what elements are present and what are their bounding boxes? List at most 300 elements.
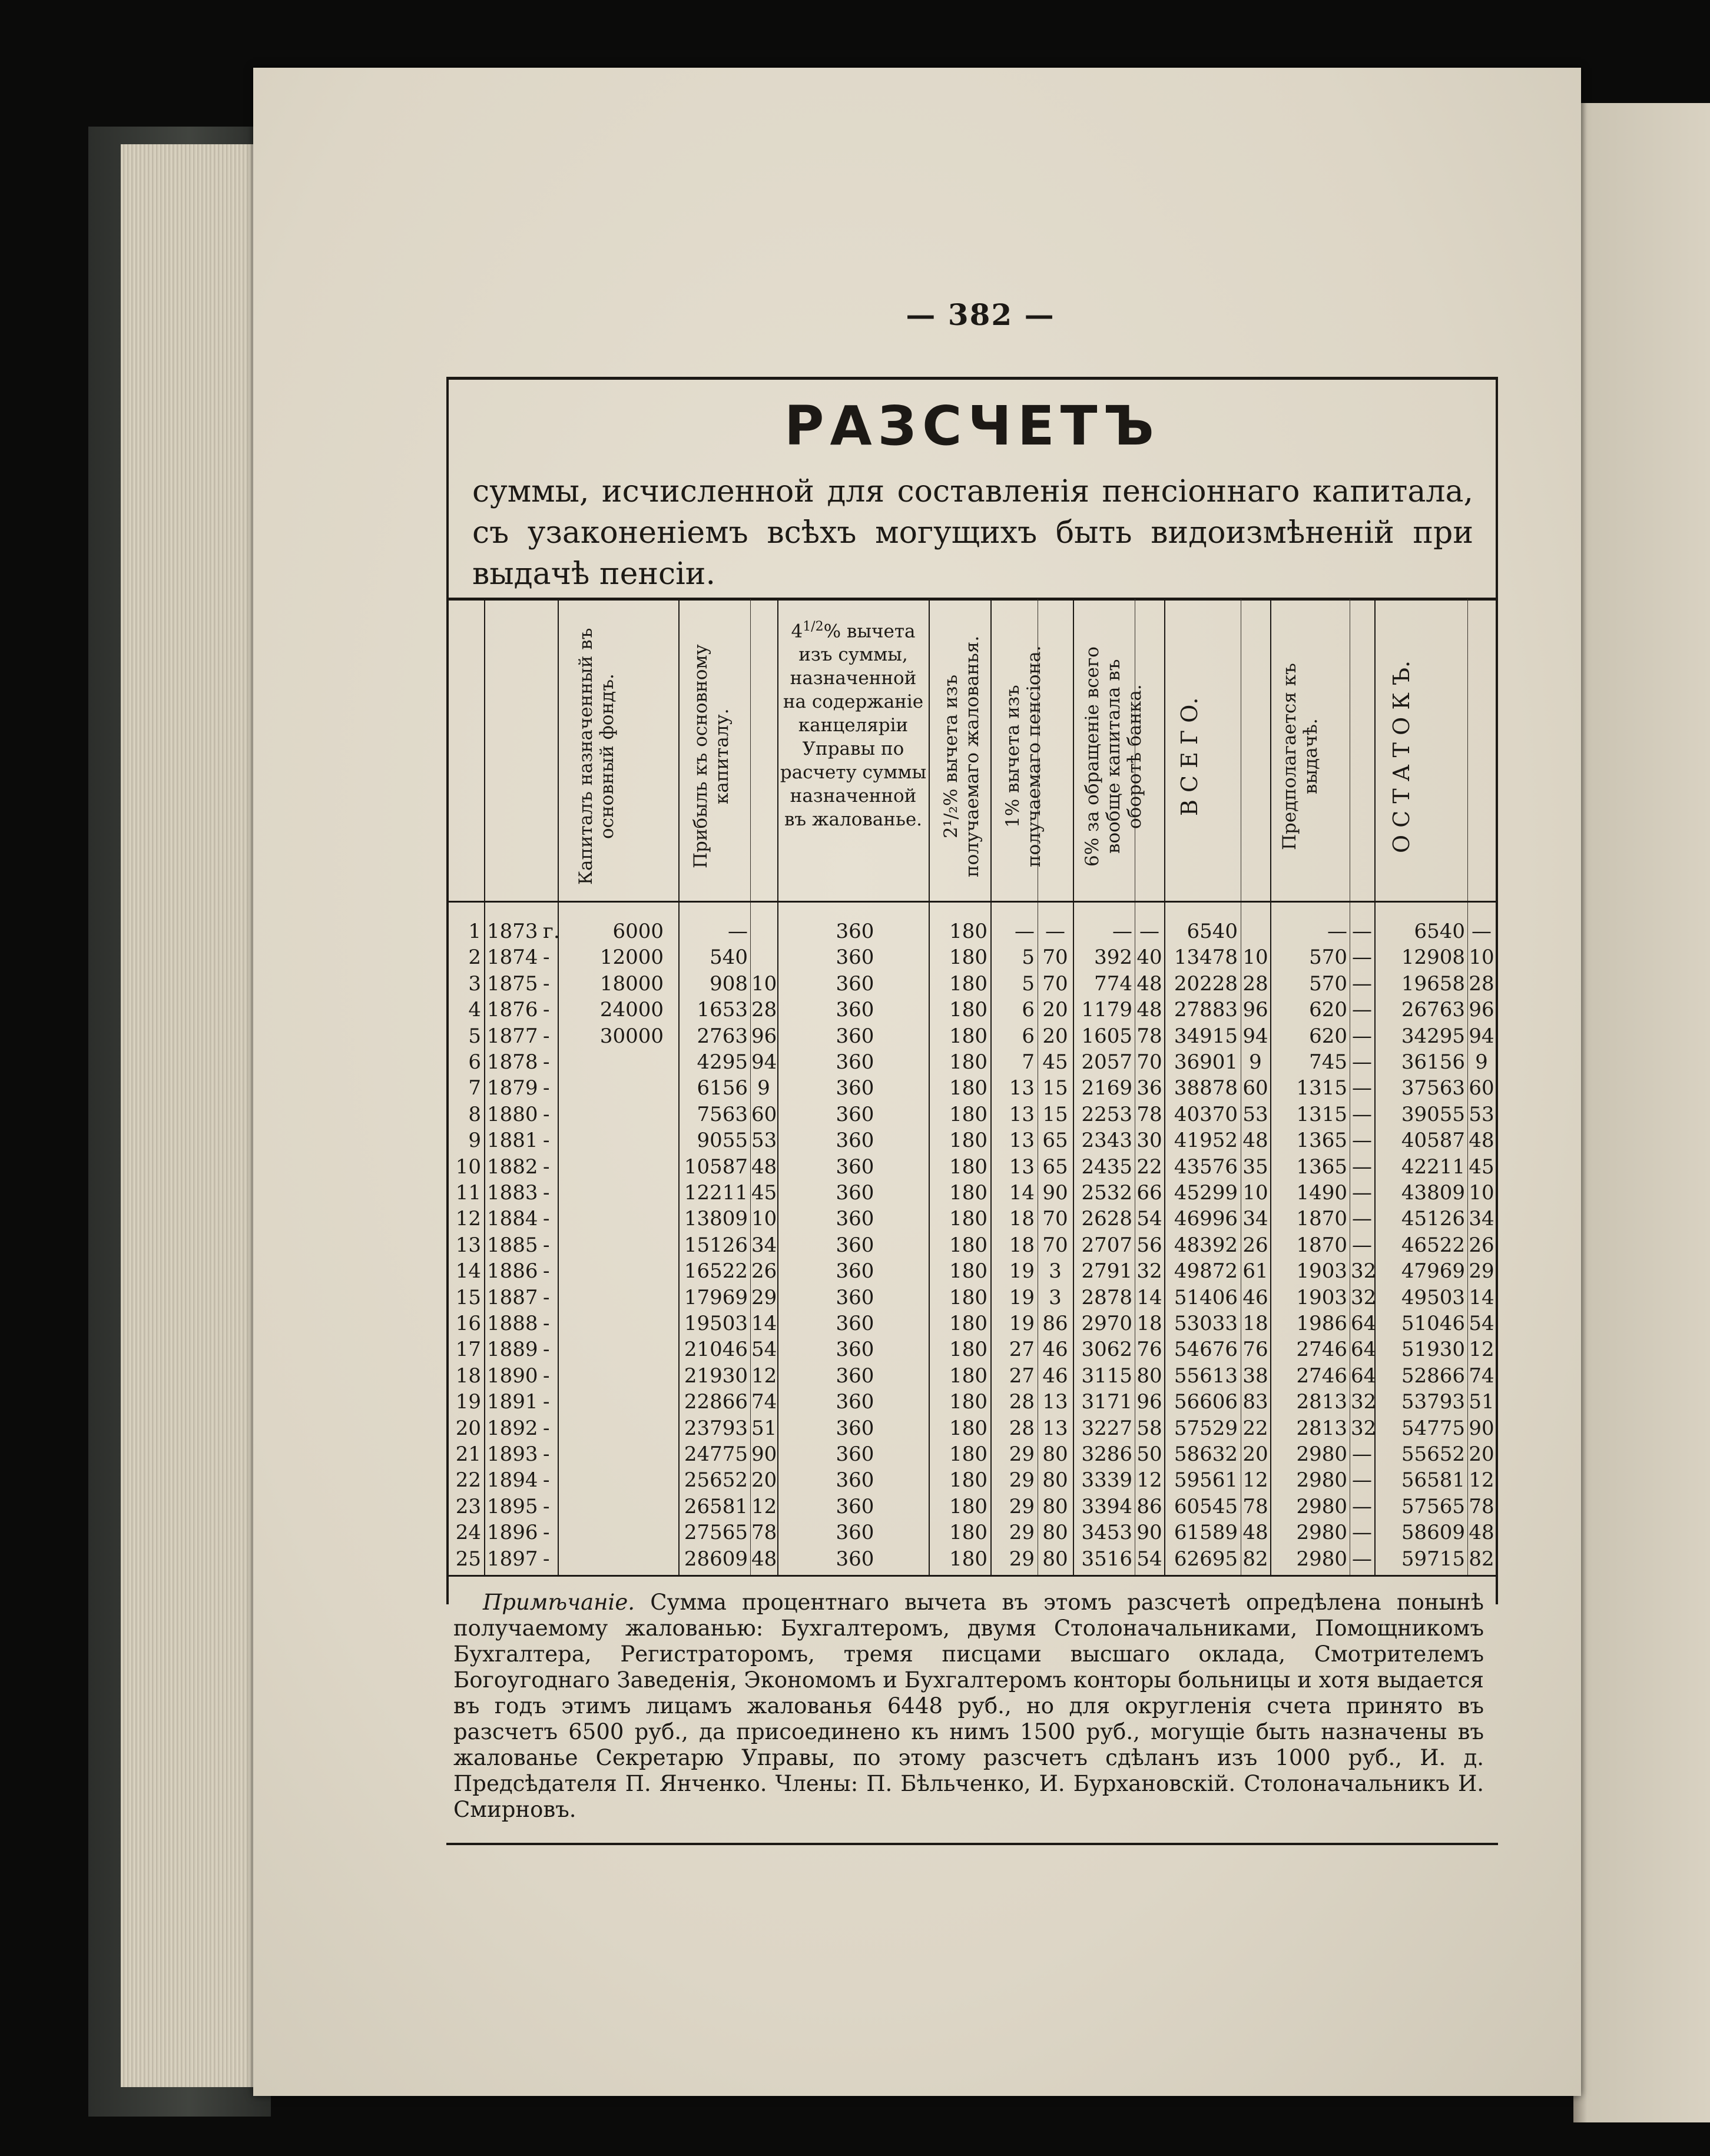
- cell-total-k: 94: [1242, 1024, 1268, 1048]
- cell-rem-k: 96: [1469, 998, 1494, 1022]
- cell-p6: 3062: [1081, 1338, 1132, 1362]
- cell-year: 1882: [487, 1155, 538, 1179]
- cell-rem: 54775: [1401, 1416, 1465, 1440]
- cell-pension: 2980: [1296, 1547, 1347, 1571]
- cell-profit: 24775: [684, 1442, 748, 1466]
- cell-p6-k: 40: [1136, 946, 1162, 970]
- cell-p6-k: 48: [1136, 998, 1162, 1022]
- footnote-bottom-rule: [446, 1843, 1498, 1845]
- cell-profit-k: 12: [751, 1494, 777, 1518]
- cell-p45: 360: [836, 1102, 874, 1126]
- cell-p6: 3453: [1081, 1521, 1132, 1545]
- cell-profit: —: [728, 920, 748, 943]
- cell-rem-k: 74: [1469, 1364, 1494, 1388]
- cell-rem-k: 78: [1469, 1494, 1494, 1518]
- cell-year: 1873: [487, 920, 538, 943]
- cell-p6-k: 18: [1136, 1312, 1162, 1335]
- table-row: [449, 1520, 1496, 1545]
- table-row: [449, 1154, 1496, 1180]
- cell-p6: 3339: [1081, 1468, 1132, 1492]
- cell-year: 1889: [487, 1338, 538, 1362]
- cell-rem-k: 12: [1469, 1338, 1494, 1362]
- cell-p6-k: 22: [1136, 1155, 1162, 1179]
- cell-p6: 774: [1094, 971, 1132, 996]
- cell-n: 15: [455, 1285, 481, 1309]
- cell-pension-k: —: [1352, 1050, 1372, 1074]
- cell-total-k: 48: [1242, 1521, 1268, 1545]
- cell-profit-k: 29: [751, 1285, 777, 1309]
- footnote-label: Примѣчаніе.: [483, 1590, 635, 1615]
- cell-rem-k: 82: [1469, 1547, 1494, 1571]
- cell-p25: 180: [949, 1102, 987, 1126]
- cell-profit-k: 78: [751, 1521, 777, 1545]
- cell-suffix: -: [543, 1364, 550, 1388]
- cell-p1-k: 80: [1042, 1442, 1068, 1466]
- cell-rem-k: 28: [1469, 971, 1494, 996]
- cell-profit: 22866: [684, 1390, 748, 1414]
- cell-p25: 180: [949, 1076, 987, 1100]
- cell-total: 49872: [1174, 1259, 1238, 1283]
- cell-pension: 570: [1309, 971, 1347, 996]
- cell-p6-k: 58: [1136, 1416, 1162, 1440]
- cell-profit: 13809: [684, 1207, 748, 1231]
- cell-p1: 5: [1022, 971, 1035, 996]
- table-row: [449, 1075, 1496, 1101]
- cell-p6-k: 54: [1136, 1207, 1162, 1231]
- cell-total-k: 48: [1242, 1129, 1268, 1153]
- page-number: — 382 —: [906, 297, 1055, 332]
- cell-rem-k: 20: [1469, 1442, 1494, 1466]
- cell-capital: 12000: [599, 946, 664, 970]
- cell-p45: 360: [836, 1285, 874, 1309]
- cell-rem: 53793: [1401, 1390, 1465, 1414]
- cell-profit-k: 48: [751, 1547, 777, 1571]
- cell-p1-k: 80: [1042, 1468, 1068, 1492]
- cell-rem-k: 94: [1469, 1024, 1494, 1048]
- cell-suffix: -: [543, 1338, 550, 1362]
- cell-p1: 29: [1009, 1468, 1035, 1492]
- cell-p6-k: 90: [1136, 1521, 1162, 1545]
- cell-profit: 21046: [684, 1338, 748, 1362]
- cell-suffix: -: [543, 1416, 550, 1440]
- cell-p6: 3227: [1081, 1416, 1132, 1440]
- cell-year: 1875: [487, 971, 538, 996]
- cell-p45: 360: [836, 1076, 874, 1100]
- cell-p6-k: 86: [1136, 1494, 1162, 1518]
- cell-rem: 34295: [1401, 1024, 1465, 1048]
- cell-p1: 28: [1009, 1416, 1035, 1440]
- cell-p45: 360: [836, 920, 874, 943]
- cell-profit: 23793: [684, 1416, 748, 1440]
- cell-n: 22: [455, 1468, 481, 1492]
- cell-year: 1890: [487, 1364, 538, 1388]
- cell-p45: 360: [836, 1547, 874, 1571]
- cell-total-k: 28: [1242, 971, 1268, 996]
- cell-capital: 6000: [612, 920, 664, 943]
- cell-year: 1876: [487, 998, 538, 1022]
- cell-p1: 19: [1009, 1312, 1035, 1335]
- cell-total-k: 83: [1242, 1390, 1268, 1414]
- table-bottom-rule: [449, 1575, 1496, 1577]
- cell-total: 62695: [1174, 1547, 1238, 1571]
- cell-p6-k: 78: [1136, 1024, 1162, 1048]
- cell-p1: 7: [1022, 1050, 1035, 1074]
- cell-year: 1894: [487, 1468, 538, 1492]
- cell-p1-k: 46: [1042, 1338, 1068, 1362]
- cell-p45: 360: [836, 1155, 874, 1179]
- cell-p6: 2532: [1081, 1181, 1132, 1205]
- cell-profit-k: 74: [751, 1390, 777, 1414]
- cell-p6-k: 66: [1136, 1181, 1162, 1205]
- cell-suffix: -: [543, 1102, 550, 1126]
- cell-p1: 13: [1009, 1155, 1035, 1179]
- cell-suffix: -: [543, 1521, 550, 1545]
- cell-profit: 10587: [684, 1155, 748, 1179]
- cell-p25: 180: [949, 971, 987, 996]
- cell-p1: 28: [1009, 1390, 1035, 1414]
- cell-p1: 27: [1009, 1364, 1035, 1388]
- cell-pension-k: —: [1352, 1233, 1372, 1257]
- cell-total-k: 10: [1242, 1181, 1268, 1205]
- cell-p1-k: 90: [1042, 1181, 1068, 1205]
- cell-pension: 1986: [1296, 1312, 1347, 1335]
- cell-pension: 2980: [1296, 1468, 1347, 1492]
- cell-pension: 620: [1309, 998, 1347, 1022]
- table-row: [449, 1441, 1496, 1467]
- header-deduction-4-5: $4^{1/2}\%$ вычета изъ суммы, назначенной на содержаніе канцеляріи Управы по расчету суммы назначенной въ жалованье.: [780, 619, 927, 831]
- cell-pension-k: 64: [1351, 1312, 1377, 1335]
- cell-p1-k: 15: [1042, 1102, 1068, 1126]
- cell-p6: 2169: [1081, 1076, 1132, 1100]
- cell-rem: 12908: [1401, 946, 1465, 970]
- cell-pension: 2813: [1296, 1390, 1347, 1414]
- cell-p45: 360: [836, 1416, 874, 1440]
- cell-pension-k: —: [1352, 998, 1372, 1022]
- cell-p45: 360: [836, 998, 874, 1022]
- cell-p25: 180: [949, 1338, 987, 1362]
- cell-rem-k: 12: [1469, 1468, 1494, 1492]
- cell-n: 6: [468, 1050, 481, 1074]
- cell-rem: 40587: [1401, 1129, 1465, 1153]
- cell-p1-k: 70: [1042, 971, 1068, 996]
- title-divider: [449, 598, 1496, 601]
- cell-total: 51406: [1174, 1285, 1238, 1309]
- cell-p1-k: 3: [1049, 1285, 1062, 1309]
- cell-p1-k: 65: [1042, 1129, 1068, 1153]
- cell-p6-k: —: [1139, 920, 1159, 943]
- cell-p25: 180: [949, 998, 987, 1022]
- table-row: [449, 918, 1496, 944]
- cell-pension: —: [1327, 920, 1347, 943]
- cell-suffix: -: [543, 1076, 550, 1100]
- cell-p25: 180: [949, 1442, 987, 1466]
- cell-profit-k: 90: [751, 1442, 777, 1466]
- cell-p1: 13: [1009, 1129, 1035, 1153]
- cell-p45: 360: [836, 1129, 874, 1153]
- cell-p1-k: 70: [1042, 1233, 1068, 1257]
- cell-n: 3: [468, 971, 481, 996]
- cell-rem: 51046: [1401, 1312, 1465, 1335]
- cell-suffix: -: [543, 1312, 550, 1335]
- cell-suffix: г.: [543, 920, 560, 943]
- cell-total: 43576: [1174, 1155, 1238, 1179]
- cell-p6-k: 30: [1136, 1129, 1162, 1153]
- cell-suffix: -: [543, 1207, 550, 1231]
- cell-profit: 21930: [684, 1364, 748, 1388]
- cell-p6: 1179: [1081, 998, 1132, 1022]
- cell-rem-k: 29: [1469, 1259, 1494, 1283]
- cell-total-k: 9: [1249, 1050, 1262, 1074]
- cell-p45: 360: [836, 1233, 874, 1257]
- cell-year: 1878: [487, 1050, 538, 1074]
- cell-p1: 29: [1009, 1521, 1035, 1545]
- cell-total-k: 53: [1242, 1102, 1268, 1126]
- cell-total-k: 18: [1242, 1312, 1268, 1335]
- cell-pension-k: —: [1352, 1494, 1372, 1518]
- cell-p1: 18: [1009, 1233, 1035, 1257]
- cell-profit-k: 94: [751, 1050, 777, 1074]
- cell-total-k: 60: [1242, 1076, 1268, 1100]
- cell-pension-k: —: [1352, 1129, 1372, 1153]
- cell-p25: 180: [949, 1312, 987, 1335]
- cell-total: 34915: [1174, 1024, 1238, 1048]
- header-profit: Прибыль къ основному капиталу.: [690, 644, 733, 869]
- cell-rem: 19658: [1401, 971, 1465, 996]
- cell-p1: 18: [1009, 1207, 1035, 1231]
- cell-p6: 3286: [1081, 1442, 1132, 1466]
- cell-total: 56606: [1174, 1390, 1238, 1414]
- cell-n: 8: [468, 1102, 481, 1126]
- cell-suffix: -: [543, 1468, 550, 1492]
- cell-year: 1891: [487, 1390, 538, 1414]
- cell-profit: 4295: [697, 1050, 748, 1074]
- table-row: [449, 1546, 1496, 1572]
- cell-total-k: 96: [1242, 998, 1268, 1022]
- cell-profit: 17969: [684, 1285, 748, 1309]
- cell-p45: 360: [836, 946, 874, 970]
- cell-n: 18: [455, 1364, 481, 1388]
- cell-rem: 58609: [1401, 1521, 1465, 1545]
- cell-profit: 16522: [684, 1259, 748, 1283]
- cell-year: 1892: [487, 1416, 538, 1440]
- cell-rem: 26763: [1401, 998, 1465, 1022]
- cell-total: 40370: [1174, 1102, 1238, 1126]
- cell-n: 24: [455, 1521, 481, 1545]
- cell-p25: 180: [949, 1285, 987, 1309]
- cell-n: 25: [455, 1547, 481, 1571]
- cell-p6: 2791: [1081, 1259, 1132, 1283]
- table-row: [449, 1127, 1496, 1153]
- cell-rem: 52866: [1401, 1364, 1465, 1388]
- cell-total-k: 35: [1242, 1155, 1268, 1179]
- cell-pension-k: 32: [1351, 1285, 1377, 1309]
- cell-pension-k: —: [1352, 1547, 1372, 1571]
- cell-pension-k: 32: [1351, 1390, 1377, 1414]
- cell-p1: 13: [1009, 1076, 1035, 1100]
- cell-total: 38878: [1174, 1076, 1238, 1100]
- footnote: [453, 1590, 1484, 1823]
- cell-pension: 2980: [1296, 1494, 1347, 1518]
- cell-suffix: -: [543, 1494, 550, 1518]
- cell-p1-k: 70: [1042, 946, 1068, 970]
- cell-p1: 6: [1022, 998, 1035, 1022]
- cell-p1-k: —: [1045, 920, 1065, 943]
- cell-pension-k: —: [1352, 1102, 1372, 1126]
- cell-total: 55613: [1174, 1364, 1238, 1388]
- cell-pension-k: —: [1352, 1076, 1372, 1100]
- cell-p1: 27: [1009, 1338, 1035, 1362]
- cell-year: 1884: [487, 1207, 538, 1231]
- cell-p1-k: 86: [1042, 1312, 1068, 1335]
- cell-p1: 14: [1009, 1181, 1035, 1205]
- cell-total: 41952: [1174, 1129, 1238, 1153]
- cell-total: 57529: [1174, 1416, 1238, 1440]
- cell-p6: 3516: [1081, 1547, 1132, 1571]
- cell-suffix: -: [543, 1442, 550, 1466]
- cell-total: 13478: [1174, 946, 1238, 970]
- cell-p45: 360: [836, 1338, 874, 1362]
- cell-pension: 1365: [1296, 1129, 1347, 1153]
- cell-total: 54676: [1174, 1338, 1238, 1362]
- cell-p6-k: 56: [1136, 1233, 1162, 1257]
- table-row: [449, 1206, 1496, 1232]
- cell-pension-k: —: [1352, 1207, 1372, 1231]
- cell-p25: 180: [949, 1259, 987, 1283]
- cell-total-k: 46: [1242, 1285, 1268, 1309]
- cell-profit: 7563: [697, 1102, 748, 1126]
- cell-p6-k: 76: [1136, 1338, 1162, 1362]
- facing-page: [1573, 103, 1710, 2122]
- cell-p6-k: 80: [1136, 1364, 1162, 1388]
- cell-year: 1881: [487, 1129, 538, 1153]
- cell-total: 27883: [1174, 998, 1238, 1022]
- cell-p25: 180: [949, 1129, 987, 1153]
- cell-p6: 2628: [1081, 1207, 1132, 1231]
- cell-pension: 1870: [1296, 1233, 1347, 1257]
- cell-suffix: -: [543, 1547, 550, 1571]
- cell-year: 1883: [487, 1181, 538, 1205]
- cell-p6: 2343: [1081, 1129, 1132, 1153]
- cell-rem: 37563: [1401, 1076, 1465, 1100]
- cell-rem-k: 48: [1469, 1521, 1494, 1545]
- header-interest-6: 6% за обращеніе всего вообще капитала въ оборотѣ банка.: [1082, 646, 1145, 867]
- cell-total: 36901: [1174, 1050, 1238, 1074]
- table-row: [449, 1494, 1496, 1520]
- cell-p45: 360: [836, 1312, 874, 1335]
- document-subtitle: суммы, исчисленной для составленія пенсіоннаго капитала, съ узаконеніемъ всѣхъ могущихъ быть видоизмѣненій при выдачѣ пенсіи.: [472, 474, 1473, 592]
- cell-profit-k: 53: [751, 1129, 777, 1153]
- cell-p1-k: 45: [1042, 1050, 1068, 1074]
- cell-p1-k: 80: [1042, 1547, 1068, 1571]
- cell-capital: 24000: [599, 998, 664, 1022]
- header-pension: Предполагается къ выдачѣ.: [1279, 663, 1321, 850]
- cell-p1: 13: [1009, 1102, 1035, 1126]
- cell-rem-k: 45: [1469, 1155, 1494, 1179]
- cell-p45: 360: [836, 1442, 874, 1466]
- cell-rem-k: 34: [1469, 1207, 1494, 1231]
- cell-n: 16: [455, 1312, 481, 1335]
- cell-suffix: -: [543, 1050, 550, 1074]
- cell-p6: 2970: [1081, 1312, 1132, 1335]
- cell-profit: 19503: [684, 1312, 748, 1335]
- table-row: [449, 1049, 1496, 1075]
- cell-p25: 180: [949, 1024, 987, 1048]
- cell-suffix: -: [543, 1024, 550, 1048]
- cell-pension: 745: [1309, 1050, 1347, 1074]
- cell-profit: 6156: [697, 1076, 748, 1100]
- cell-suffix: -: [543, 1155, 550, 1179]
- cell-p25: 180: [949, 1547, 987, 1571]
- table-row: [449, 1363, 1496, 1389]
- cell-profit-k: 10: [751, 971, 777, 996]
- cell-total: 45299: [1174, 1181, 1238, 1205]
- cell-p1: 6: [1022, 1024, 1035, 1048]
- cell-p6: —: [1112, 920, 1132, 943]
- cell-n: 4: [468, 998, 481, 1022]
- cell-p25: 180: [949, 1416, 987, 1440]
- footnote-text: Сумма процентнаго вычета въ этомъ разсчетѣ опредѣлена понынѣ получаемому жалованью: Бухгалтеромъ, двумя Столоначальниками, Помощникомъ Бухгалтера, Регистраторомъ, тремя писцами высшаго оклада, Смотрителемъ Богоугоднаго Заведенія, Экономомъ и Бухгалтеромъ конторы больницы и хотя выдается въ годъ этимъ лицамъ жалованья 6448 руб., но для округленія счета принято въ разсчетъ 6500 руб., да присоединено къ нимъ 1500 руб., могущіе быть назначены въ жалованье Секретарю Управы, по этому разсчетъ сдѣланъ изъ 1000 руб., И. д. Предсѣдателя П. Янченко. Члены: П. Бѣльченко, И. Бурхановскій. Столоначальникъ И. Смирновъ.: [453, 1590, 1484, 1822]
- cell-p6: 1605: [1081, 1024, 1132, 1048]
- cell-pension: 620: [1309, 1024, 1347, 1048]
- cell-rem-k: 54: [1469, 1312, 1494, 1335]
- cell-rem-k: —: [1472, 920, 1492, 943]
- cell-p1-k: 13: [1042, 1416, 1068, 1440]
- cell-n: 23: [455, 1494, 481, 1518]
- cell-profit: 9055: [697, 1129, 748, 1153]
- cell-total-k: 22: [1242, 1416, 1268, 1440]
- header-total: В С Е Г О.: [1177, 697, 1202, 816]
- cell-profit-k: 9: [757, 1076, 770, 1100]
- cell-pension-k: —: [1352, 1468, 1372, 1492]
- cell-rem: 55652: [1401, 1442, 1465, 1466]
- cell-rem: 45126: [1401, 1207, 1465, 1231]
- cell-n: 5: [468, 1024, 481, 1048]
- cell-p6: 3115: [1081, 1364, 1132, 1388]
- cell-pension: 1870: [1296, 1207, 1347, 1231]
- cell-p25: 180: [949, 1233, 987, 1257]
- header-deduction-2-5: 2¹/₂% вычета изъ получаемаго жалованья.: [940, 635, 983, 878]
- header-remainder: О С Т А Т О К Ъ.: [1388, 660, 1414, 853]
- cell-suffix: -: [543, 946, 550, 970]
- cell-year: 1887: [487, 1285, 538, 1309]
- cell-suffix: -: [543, 1285, 550, 1309]
- cell-profit-k: 20: [751, 1468, 777, 1492]
- cell-p6-k: 96: [1136, 1390, 1162, 1414]
- cell-rem-k: 90: [1469, 1416, 1494, 1440]
- cell-p25: 180: [949, 1155, 987, 1179]
- cell-p1: 29: [1009, 1494, 1035, 1518]
- cell-n: 9: [468, 1129, 481, 1153]
- cell-p6: 392: [1094, 946, 1132, 970]
- cell-pension-k: —: [1352, 920, 1372, 943]
- cell-rem-k: 14: [1469, 1285, 1494, 1309]
- cell-p45: 360: [836, 1494, 874, 1518]
- cell-p45: 360: [836, 1207, 874, 1231]
- cell-p25: 180: [949, 1390, 987, 1414]
- table-row: [449, 1285, 1496, 1311]
- cell-suffix: -: [543, 1233, 550, 1257]
- cell-pension: 2746: [1296, 1338, 1347, 1362]
- cell-rem: 56581: [1401, 1468, 1465, 1492]
- table-row: [449, 1415, 1496, 1441]
- cell-profit-k: 34: [751, 1233, 777, 1257]
- cell-p1: 19: [1009, 1285, 1035, 1309]
- cell-p1: 29: [1009, 1442, 1035, 1466]
- cell-rem-k: 9: [1475, 1050, 1488, 1074]
- cell-profit: 25652: [684, 1468, 748, 1492]
- cell-p6: 3171: [1081, 1390, 1132, 1414]
- cell-rem: 59715: [1401, 1547, 1465, 1571]
